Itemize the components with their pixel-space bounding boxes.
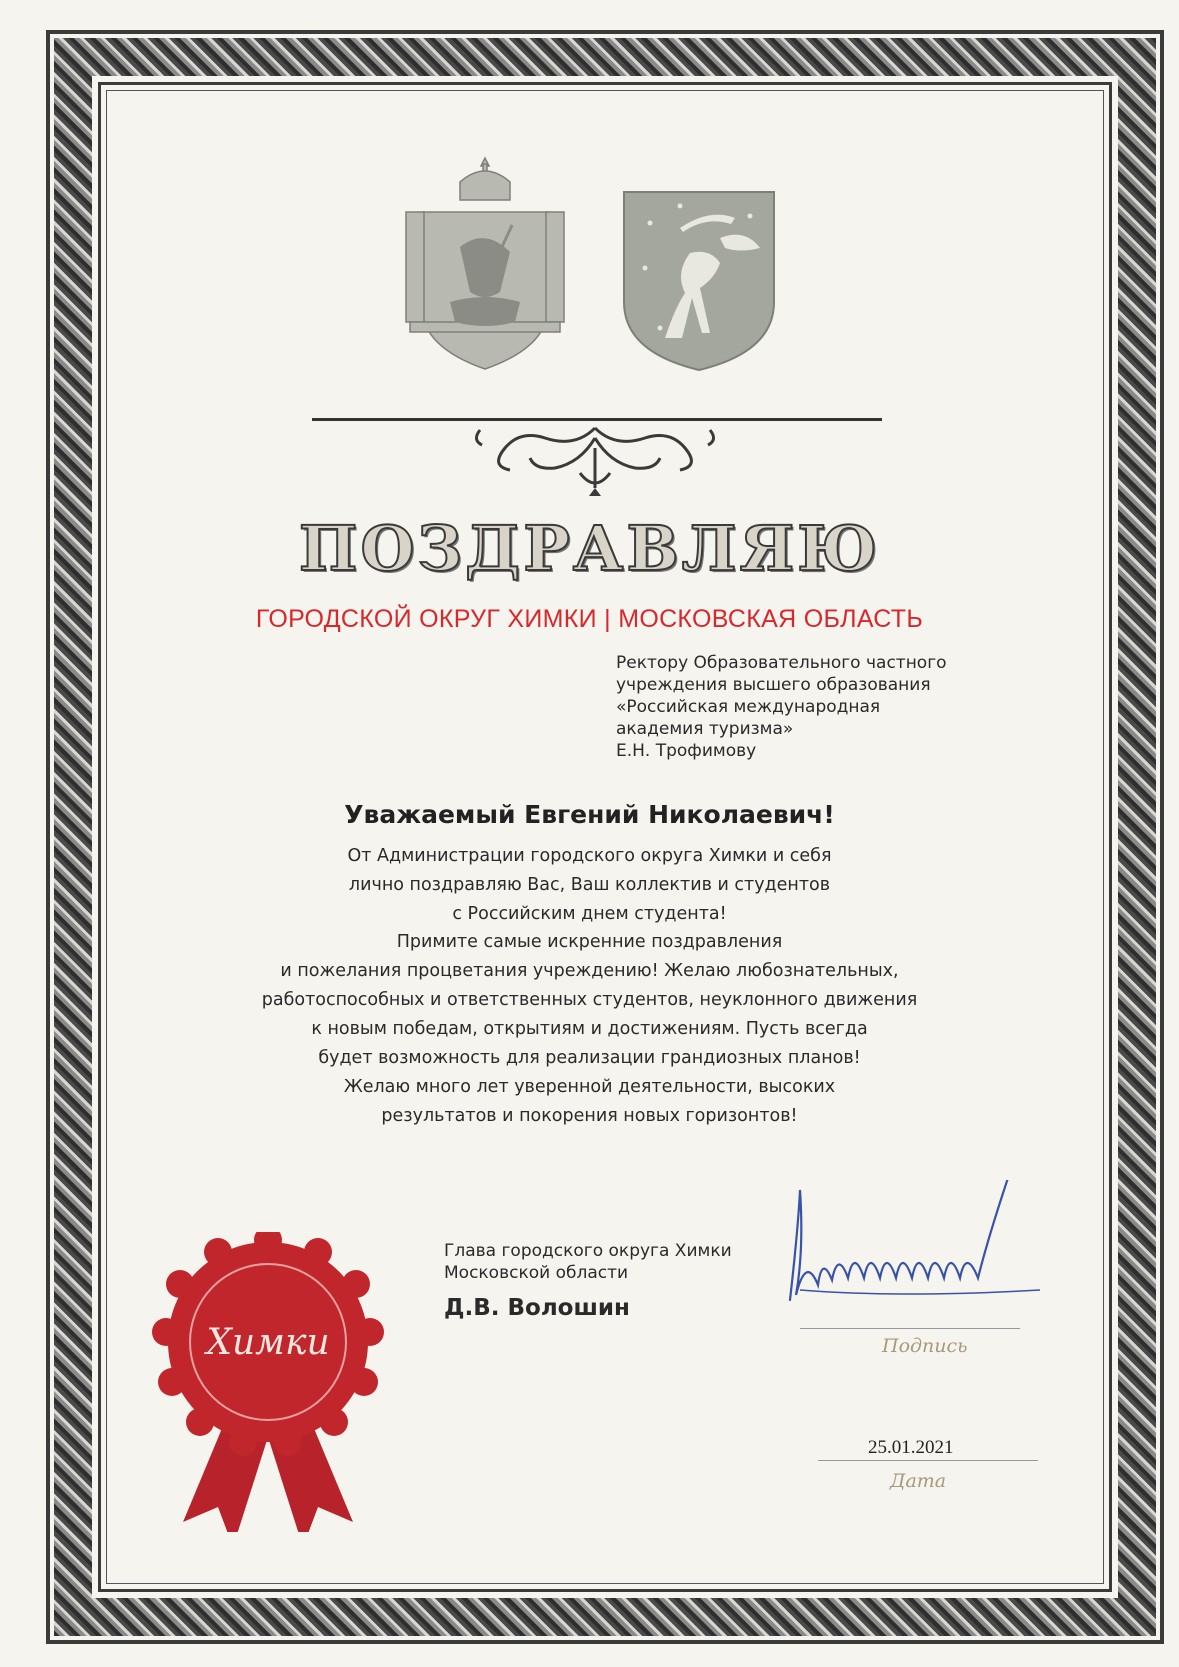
salutation: Уважаемый Евгений Николаевич! [344,800,835,829]
subheading: ГОРОДСКОЙ ОКРУГ ХИМКИ | МОСКОВСКАЯ ОБЛАСТЬ [255,605,924,633]
paragraph-line: и пожелания процветания учреждению! Желаю любознательных, [280,961,899,981]
date-caption: Дата [890,1470,947,1492]
paragraph-line: результатов и покорения новых горизонтов! [381,1106,798,1126]
signer-title-line: Глава городского округа Химки [444,1241,732,1261]
addressee-line: Ректору Образовательного частного [616,653,947,673]
paragraph-greeting [0,842,1179,929]
addressee-block [616,652,1016,762]
paragraph-line: От Администрации городского округа Химки и себя [347,846,832,866]
ornament-icon [460,418,730,500]
addressee-line: академия туризма» [616,719,794,739]
moscow-region-coat-of-arms-icon [400,152,570,377]
paragraph-line: работоспособных и ответственных студентов, неуклонного движения [261,990,918,1010]
signer-title [444,1240,804,1284]
addressee-line: учреждения высшего образования [616,675,931,695]
signer-title-line: Московской области [444,1263,629,1283]
paragraph-line: будет возможность для реализации грандиозных планов! [318,1048,861,1068]
paragraph-line: к новым победам, открытиям и достижениям. Пусть всегда [311,1019,868,1039]
seal-text: Химки [206,1322,330,1363]
date-value: 25.01.2021 [868,1437,954,1458]
addressee-line: Е.Н. Трофимову [616,741,757,761]
headline: ПОЗДРАВЛЯЮ [298,512,881,585]
addressee-line: «Российская международная [616,697,881,717]
signature-icon [770,1180,1070,1330]
wax-seal-icon [138,1232,398,1532]
paragraph-line: Примите самые искренние поздравления [396,932,783,952]
paragraph-wishes [0,928,1179,1131]
date-line [818,1460,1038,1461]
paragraph-line: лично поздравляю Вас, Ваш коллектив и студентов [348,875,831,895]
khimki-coat-of-arms-icon [620,188,778,378]
signature-caption: Подпись [882,1335,968,1357]
paragraph-line: Желаю много лет уверенной деятельности, высоких [343,1077,836,1097]
paragraph-line: с Российским днем студента! [452,904,727,924]
signer-name: Д.В. Волошин [444,1295,630,1321]
signature-line [800,1328,1020,1329]
